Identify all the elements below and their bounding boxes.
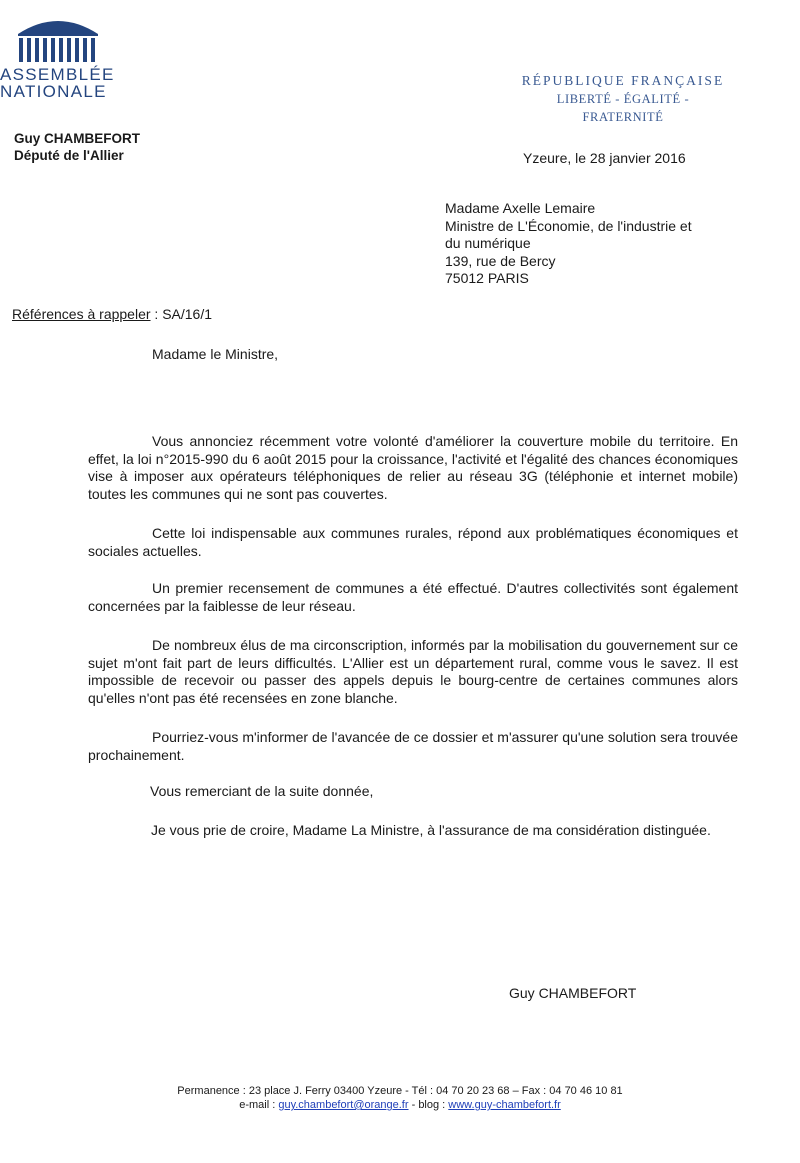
paragraph-5: Pourriez-vous m'informer de l'avancée de ce dossier et m'assurer qu'une solution sera trouvée prochainement. bbox=[88, 729, 738, 763]
references-value: : SA/16/1 bbox=[150, 306, 213, 322]
sender-name: Guy CHAMBEFORT bbox=[14, 131, 140, 146]
references-label: Références à rappeler bbox=[12, 306, 151, 322]
paragraph-3: Un premier recensement de communes a été effectué. D'autres collectivités sont également concernées par la faiblesse de leur réseau. bbox=[88, 580, 738, 614]
recipient-line-4: 139, rue de Bercy bbox=[445, 252, 556, 269]
references-line bbox=[12, 306, 212, 322]
paragraph-4: De nombreux élus de ma circonscription, informés par la mobilisation du gouvernement sur ce sujet m'ont fait part de leurs difficultés. L'Allier est un département rural, comme vous le savez. Il est impossible de recevoir ou passer des appels depuis le bourg-centre de certaines communes alors qu'elles n'ont pas été recensées en zone blanche. bbox=[88, 637, 738, 706]
logo-line-1: ASSEMBLÉE bbox=[0, 65, 115, 84]
recipient-line-5: 75012 PARIS bbox=[445, 270, 529, 286]
paragraph-1: Vous annonciez récemment votre volonté d'améliorer la couverture mobile du territoire. En effet, la loi n°2015-990 du 6 août 2015 pour la croissance, l'activité et l'égalité des chances économiques vise à imposer aux opérateurs téléphoniques de relier au réseau 3G (téléphonie et internet mobile) toutes les communes qui ne sont pas couvertes. bbox=[88, 433, 738, 502]
footer-blog-link[interactable]: www.guy-chambefort.fr bbox=[448, 1099, 561, 1111]
assemblee-nationale-logo-icon bbox=[12, 12, 104, 64]
recipient-line-1: Madame Axelle Lemaire bbox=[445, 200, 596, 216]
logo-line-2: NATIONALE bbox=[0, 82, 107, 101]
footer-email-label: e-mail : bbox=[239, 1099, 276, 1111]
logo-wordmark bbox=[0, 65, 115, 101]
signature-name: Guy CHAMBEFORT bbox=[509, 985, 637, 1001]
recipient-line-2: Ministre de L'Économie, de l'industrie et bbox=[445, 217, 692, 234]
sender-block bbox=[14, 130, 140, 164]
sender-title: Député de l'Allier bbox=[14, 148, 124, 163]
recipient-address bbox=[445, 200, 692, 288]
footer-blog-label: - blog : bbox=[411, 1099, 446, 1111]
footer-links-line bbox=[0, 1098, 800, 1112]
salutation: Madame le Ministre, bbox=[152, 346, 279, 362]
paragraph-6: Vous remerciant de la suite donnée, bbox=[150, 783, 374, 799]
republic-motto: LIBERTÉ - ÉGALITÉ - FRATERNITÉ bbox=[556, 92, 690, 124]
footer-email-link[interactable]: guy.chambefort@orange.fr bbox=[278, 1099, 409, 1111]
letter-date: Yzeure, le 28 janvier 2016 bbox=[523, 150, 686, 166]
paragraph-2: Cette loi indispensable aux communes rurales, répond aux problématiques économiques et sociales actuelles. bbox=[88, 525, 738, 559]
recipient-line-3: du numérique bbox=[445, 235, 531, 251]
republic-header bbox=[518, 72, 728, 126]
footer bbox=[0, 1084, 800, 1112]
closing-paragraph: Je vous prie de croire, Madame La Ministre, à l'assurance de ma considération distinguée. bbox=[151, 822, 711, 838]
footer-contact-line: Permanence : 23 place J. Ferry 03400 Yzeure - Tél : 04 70 20 23 68 – Fax : 04 70 46 10 81 bbox=[177, 1085, 623, 1097]
republic-line-1: RÉPUBLIQUE FRANÇAISE bbox=[521, 73, 725, 88]
